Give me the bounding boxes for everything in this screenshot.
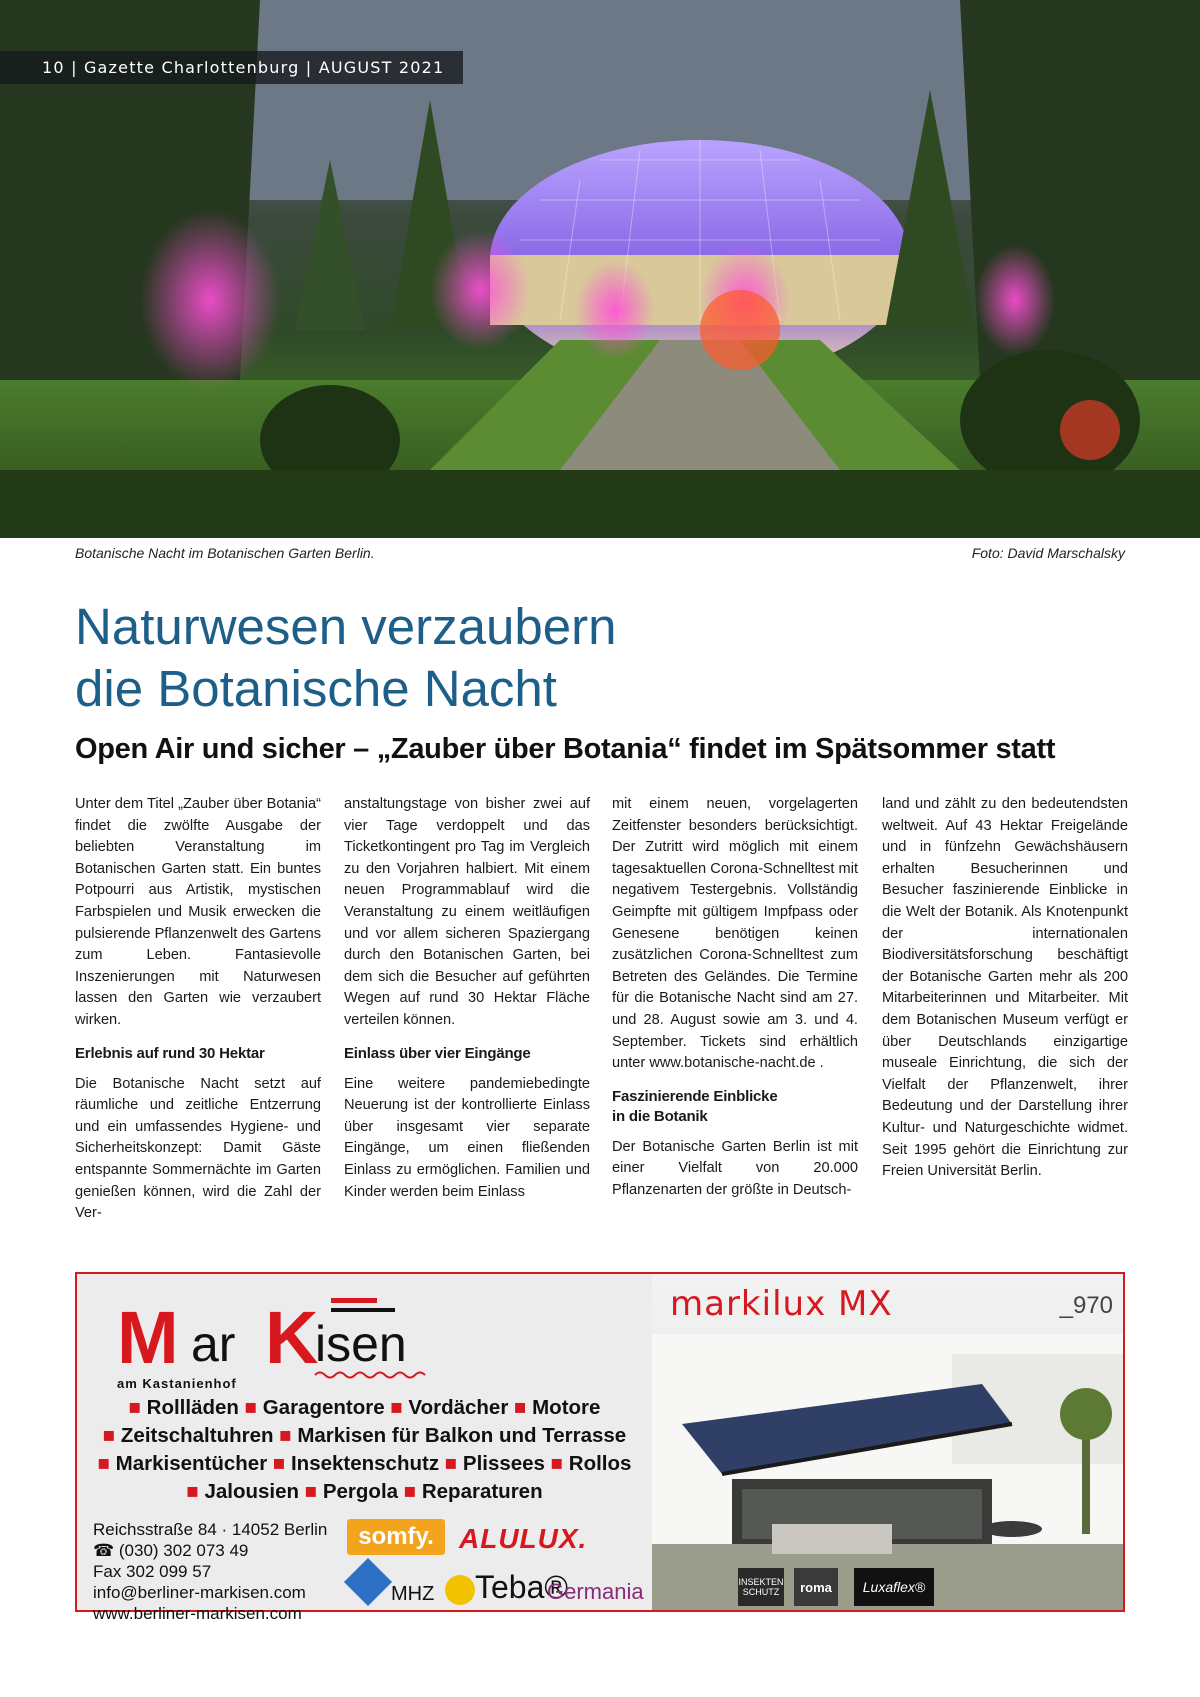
publication-name: Gazette Charlottenburg — [83, 58, 300, 77]
square-bullet-icon: ■ — [514, 1396, 527, 1419]
alulux-logo: ALULUX. — [459, 1523, 588, 1554]
logo-text-ar: ar — [191, 1316, 236, 1372]
paragraph: anstaltungstage von bisher zwei auf vier Tage verdoppelt und das Ticketkontingent pro Tag im Vergleich zu den Vorjahren halbiert. Mit einem neuen Programmablauf wird die Veranstaltung zu einem weitläufigen und vor allem sicheren Spaziergang durch den Botanischen Garten, bei dem sich die Besucher auf geführten Wegen auf rund 30 Hektar Fläche verteilen können. — [344, 796, 590, 1028]
page-number: 10 — [42, 58, 65, 77]
company-logo — [117, 1296, 447, 1391]
photo-caption: Botanische Nacht im Botanischen Garten Berlin. — [75, 545, 375, 561]
luxaflex-badge: Luxaflex® — [854, 1568, 934, 1606]
square-bullet-icon: ■ — [186, 1480, 199, 1503]
logo-text-isen: isen — [315, 1316, 407, 1372]
service-item: Insektenschutz — [290, 1452, 440, 1475]
article-column-3 — [612, 794, 858, 1202]
article-subheadline: Open Air und sicher – „Zauber über Botania“ findet im Spätsommer statt — [75, 733, 1056, 765]
logo-awning-lines-icon — [331, 1296, 401, 1316]
section-heading: Erlebnis auf rund 30 Hektar — [75, 1044, 265, 1062]
photo-credit: Foto: David Marschalsky — [971, 545, 1125, 561]
issue-date: AUGUST 2021 — [318, 58, 445, 77]
section-heading — [612, 1087, 858, 1127]
phone-number: ☎ (030) 302 073 49 — [93, 1541, 249, 1560]
square-bullet-icon: ■ — [304, 1480, 318, 1503]
article-column-2 — [344, 794, 590, 1203]
services-list — [77, 1394, 652, 1506]
service-item: Rollläden — [146, 1396, 239, 1419]
somfy-logo: somfy. — [347, 1519, 445, 1555]
roma-badge: roma — [794, 1568, 838, 1606]
paragraph: Der Botanische Garten Berlin ist mit einer Vielfalt von 20.000 Pflanzenarten der größte in Deutsch- — [612, 1138, 858, 1198]
services-line — [77, 1478, 652, 1506]
paragraph: Die Botanische Nacht setzt auf räumliche und zeitliche Entzerrung und ein umfassendes Hygiene- und Sicherheitskonzept: Damit Gäste entspannte Sommernächte im Garten genießen können, wird die Zahl der Ver- — [75, 1075, 321, 1222]
address: Reichsstraße 84 · 14052 Berlin — [93, 1520, 328, 1539]
headline-line-2: die Botanische Nacht — [75, 660, 557, 717]
logo-letter-m: M — [117, 1296, 179, 1379]
square-bullet-icon: ■ — [444, 1452, 458, 1475]
square-bullet-icon: ■ — [279, 1424, 292, 1447]
advertisement — [75, 1272, 1125, 1623]
contact-block — [93, 1519, 327, 1624]
service-item: Plissees — [462, 1452, 545, 1475]
paragraph: mit einem neuen, vorgelagerten Zeitfenster besonders berücksichtigt. Der Zutritt wird möglich mit einem tagesaktuellen Corona-Schnelltest mit negativem Testergebnis. Vollständig Geimpfte mit gültigem Impfpass oder Genesene benötigen keinen zusätzlichen Corona-Schnelltest zum Betreten des Geländes. Die Termine für die Botanische Nacht sind am 27. und 28. August sowie am 3. und 4. September. Tickets sind erhältlich unter www.botanische-nacht.de . — [612, 796, 858, 1072]
service-item: Motore — [532, 1396, 601, 1419]
markilux-logo: markilux MX — [670, 1284, 893, 1324]
square-bullet-icon: ■ — [244, 1396, 258, 1419]
header-separator: | — [305, 58, 319, 77]
mhz-logo: MHZ — [391, 1583, 435, 1605]
email-address: info@berliner-markisen.com — [93, 1583, 306, 1602]
awning-house-illustration — [652, 1274, 1123, 1610]
article-column-4 — [882, 794, 1128, 1183]
service-item: Reparaturen — [421, 1480, 543, 1503]
section-heading: Einlass über vier Eingänge — [344, 1044, 531, 1062]
ad-product-panel — [652, 1274, 1123, 1610]
service-item: Pergola — [322, 1480, 399, 1503]
square-bullet-icon: ■ — [390, 1396, 403, 1419]
paragraph: land und zählt zu den bedeutendsten weltweit. Auf 43 Hektar Freigelände und in fünfzehn Gewächshäusern erhalten Besucherinnen und Besucher faszinierende Einblicke in die Welt der Botanik. Als Knotenpunkt der internationalen Biodiversitätsforschung beschäftigt der Botanische Garten mehr als 200 Mitarbeiterinnen und Mitarbeiter. Mit dem Botanischen Museum verfügt er über Deutschlands einzigartige museale Einrichtung, die sich der Vielfalt der Pflanzenwelt, ihrer Bedeutung und der Darstellung ihrer Kultur- und Naturgeschichte widmet. Seit 1995 gehört die Einrichtung zur Freien Universität Berlin. — [882, 796, 1128, 1180]
section-heading-line-1: Faszinierende Einblicke — [612, 1087, 778, 1105]
service-item: Rollos — [568, 1452, 632, 1475]
service-item: Vordächer — [408, 1396, 509, 1419]
hero-photo — [0, 0, 1200, 538]
square-bullet-icon: ■ — [102, 1424, 116, 1447]
section-heading-line-2: in die Botanik — [612, 1107, 708, 1125]
header-separator: | — [71, 58, 84, 77]
mhz-diamond-icon — [344, 1558, 392, 1606]
fax-number: Fax 302 099 57 — [93, 1562, 212, 1581]
logo-letter-k: K — [265, 1296, 319, 1379]
services-line — [77, 1394, 652, 1422]
article-column-1 — [75, 794, 321, 1225]
page-header-band — [0, 51, 463, 84]
service-item: Markisen für Balkon und Terrasse — [297, 1424, 627, 1447]
brand-logos — [347, 1519, 647, 1609]
service-item: Garagentore — [262, 1396, 385, 1419]
square-bullet-icon: ■ — [550, 1452, 564, 1475]
services-line — [77, 1450, 652, 1478]
paragraph: Unter dem Titel „Zauber über Botania“ findet die zwölfte Ausgabe der beliebten Veranstaltung im Botanischen Garten statt. Ein buntes Potpourri aus Artistik, mystischen Farbspielen und Musik erwecken die pulsierende Pflanzenwelt des Gartens zum Leben. Fantasievolle Inszenierungen mit Naturwesen lassen den Garten wie verzaubert wirken. — [75, 796, 321, 1028]
insektenschutz-badge: INSEKTEN SCHUTZ — [738, 1568, 784, 1606]
headline-line-1: Naturwesen verzaubern — [75, 598, 617, 655]
service-item: Jalousien — [204, 1480, 300, 1503]
germania-logo: Germania — [547, 1579, 644, 1604]
teba-dot-icon — [445, 1575, 475, 1605]
teba-logo: Teba® — [475, 1569, 568, 1605]
product-model-number: _970 — [1059, 1292, 1113, 1319]
article-headline — [75, 596, 1125, 720]
square-bullet-icon: ■ — [97, 1452, 110, 1475]
logo-wave-icon — [315, 1370, 425, 1380]
paragraph: Eine weitere pandemiebedingte Neuerung ist der kontrollierte Einlass über insgesamt vier separate Eingänge, um einen fließenden Einlass zu ermöglichen. Familien und Kinder werden beim Einlass — [344, 1075, 590, 1200]
logo-subtitle: am Kastanienhof — [117, 1376, 237, 1391]
services-line — [77, 1422, 652, 1450]
square-bullet-icon: ■ — [403, 1480, 417, 1503]
service-item: Zeitschaltuhren — [120, 1424, 274, 1447]
square-bullet-icon: ■ — [128, 1396, 141, 1419]
website-url: www.berliner-markisen.com — [93, 1604, 302, 1623]
ad-info-panel — [77, 1274, 652, 1623]
square-bullet-icon: ■ — [272, 1452, 286, 1475]
service-item: Markisentücher — [115, 1452, 268, 1475]
